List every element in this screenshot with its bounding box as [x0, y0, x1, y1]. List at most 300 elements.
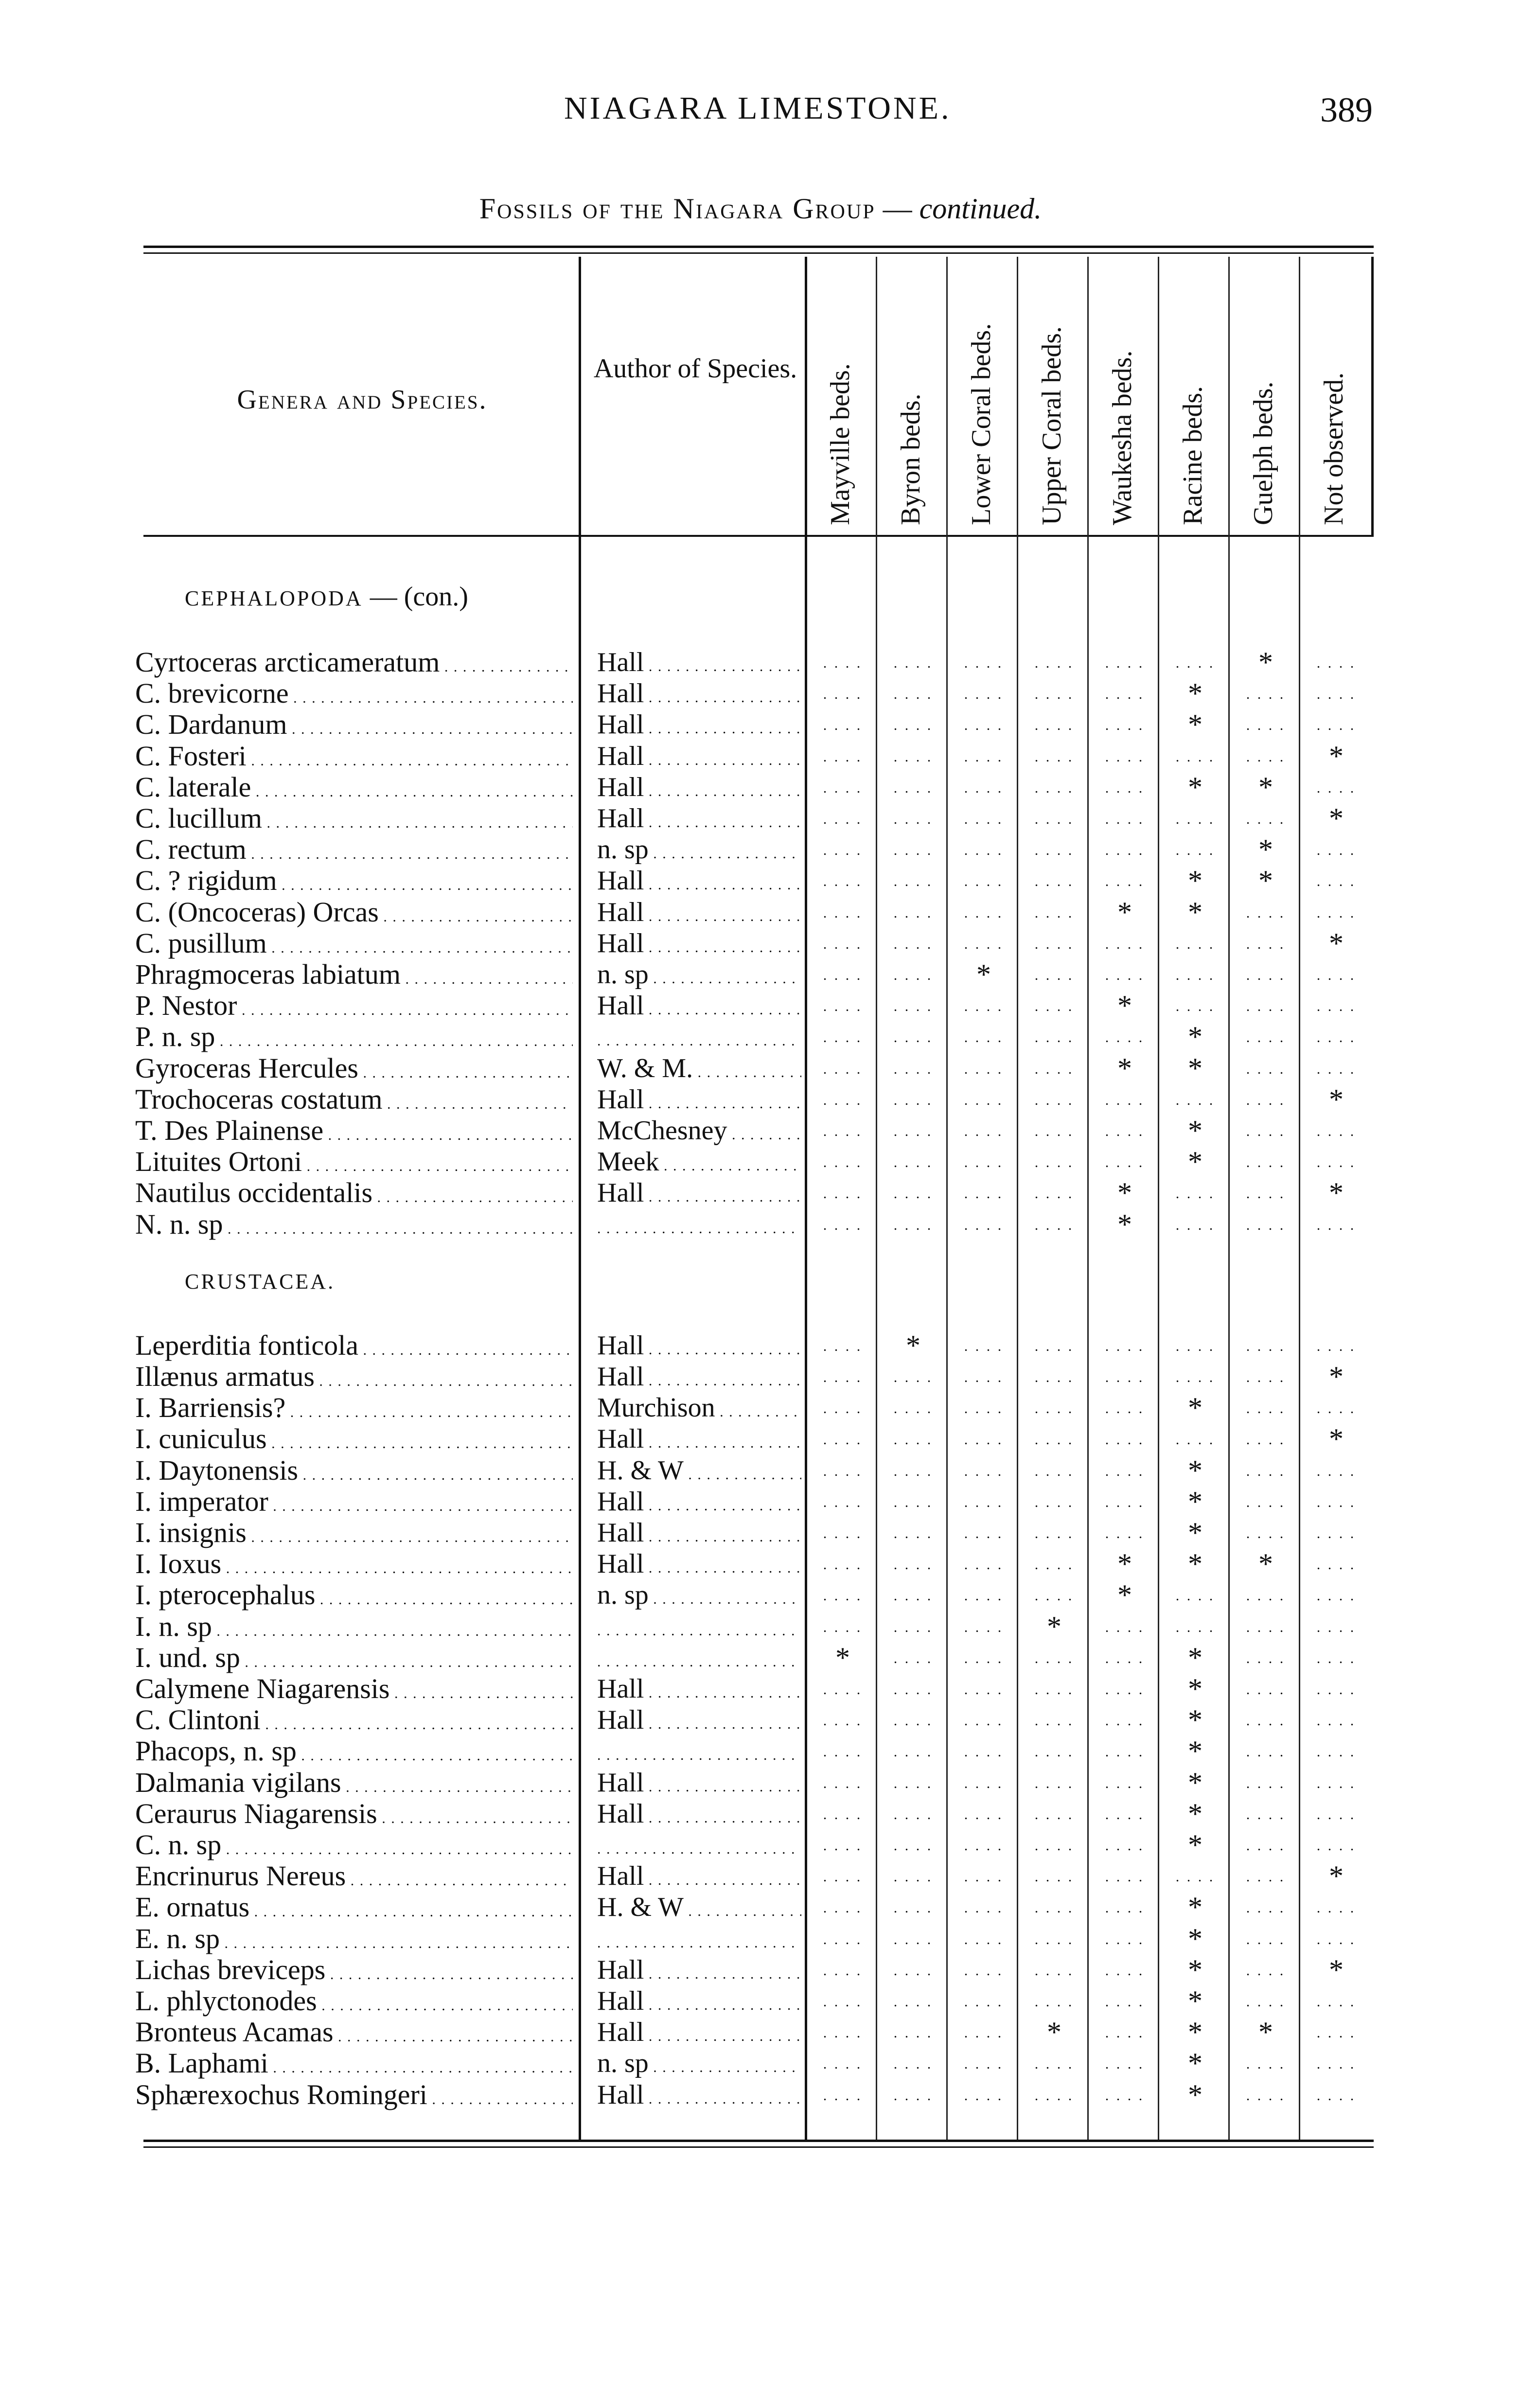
no-occurrence [1091, 1611, 1159, 1642]
no-occurrence [809, 1361, 877, 1392]
species-author: Hall . . . [597, 2079, 801, 2115]
no-occurrence [879, 1548, 947, 1579]
species-name: C. ? rigidum . . . [135, 865, 573, 901]
no-occurrence [1232, 1611, 1300, 1642]
no-occurrence [879, 1392, 947, 1423]
table-row [0, 1361, 1521, 1392]
no-occurrence [950, 1423, 1018, 1454]
no-occurrence [1091, 1892, 1159, 1923]
no-occurrence [1232, 897, 1300, 928]
no-occurrence [1232, 741, 1300, 772]
no-occurrence [1020, 1084, 1088, 1115]
bed-column-header [1089, 263, 1162, 525]
table-row [0, 1798, 1521, 1829]
no-occurrence [950, 1177, 1018, 1208]
species-name: I. imperator . . . [135, 1486, 573, 1522]
no-occurrence [1091, 741, 1159, 772]
no-occurrence [1232, 2048, 1300, 2079]
no-occurrence [1091, 1361, 1159, 1392]
no-occurrence [1232, 1517, 1300, 1548]
caption-dash: — [875, 193, 920, 225]
no-occurrence [879, 1146, 947, 1177]
no-occurrence [879, 1361, 947, 1392]
no-occurrence [1020, 803, 1088, 834]
species-author [597, 1923, 801, 1959]
no-occurrence [1232, 1053, 1300, 1084]
occurrence-mark: * [1117, 1548, 1132, 1579]
no-occurrence [879, 1798, 947, 1829]
no-occurrence [1020, 1548, 1088, 1579]
occurrence-mark: * [1188, 1673, 1203, 1704]
no-occurrence [1020, 1954, 1088, 1985]
species-name: C. (Oncoceras) Orcas . . . [135, 897, 573, 933]
no-occurrence [879, 1209, 947, 1240]
occurrence-mark: * [1329, 1361, 1344, 1392]
species-name: C. Clintoni . . . [135, 1704, 573, 1740]
no-occurrence [879, 897, 947, 928]
no-occurrence [1232, 1735, 1300, 1767]
no-occurrence [1091, 1084, 1159, 1115]
no-occurrence [1302, 1767, 1370, 1798]
table-row [0, 1517, 1521, 1548]
occurrence-mark: * [976, 959, 991, 990]
no-occurrence [1091, 1330, 1159, 1361]
no-occurrence [950, 803, 1018, 834]
table-row [0, 1330, 1521, 1361]
species-author [597, 1642, 801, 1678]
no-occurrence [1302, 1209, 1370, 1240]
no-occurrence [1302, 2048, 1370, 2079]
no-occurrence [809, 1053, 877, 1084]
no-occurrence [1091, 709, 1159, 740]
table-row [0, 1455, 1521, 1486]
no-occurrence [1091, 1735, 1159, 1767]
species-name: E. ornatus . . . [135, 1892, 573, 1928]
no-occurrence [950, 741, 1018, 772]
no-occurrence [1020, 1673, 1088, 1704]
no-occurrence [1091, 2017, 1159, 2048]
table-row [0, 1735, 1521, 1767]
no-occurrence [879, 1579, 947, 1611]
no-occurrence [879, 1115, 947, 1146]
species-name: E. n. sp . . . [135, 1923, 573, 1959]
no-occurrence [879, 990, 947, 1021]
no-occurrence [950, 990, 1018, 1021]
no-occurrence [1091, 1146, 1159, 1177]
no-occurrence [1091, 1423, 1159, 1454]
no-occurrence [809, 1954, 877, 1985]
no-occurrence [1302, 772, 1370, 803]
species-author: Hall . . . [597, 678, 801, 713]
no-occurrence [1161, 1579, 1229, 1611]
no-occurrence [1161, 1423, 1229, 1454]
no-occurrence [1161, 1084, 1229, 1115]
no-occurrence [950, 1954, 1018, 1985]
species-author: McChesney . . . [597, 1115, 801, 1151]
table-row [0, 2079, 1521, 2110]
species-author [597, 1735, 801, 1771]
occurrence-mark: * [1188, 1115, 1203, 1146]
no-occurrence [809, 1146, 877, 1177]
species-author: Hall . . . [597, 2017, 801, 2052]
no-occurrence [1302, 647, 1370, 678]
table-rule [143, 252, 1374, 254]
species-author: Hall . . . [597, 741, 801, 776]
no-occurrence [879, 1954, 947, 1985]
bed-column-label: Racine beds. [1178, 386, 1208, 525]
no-occurrence [879, 1673, 947, 1704]
no-occurrence [1302, 1985, 1370, 2017]
no-occurrence [809, 1209, 877, 1240]
no-occurrence [1091, 1767, 1159, 1798]
no-occurrence [1302, 865, 1370, 896]
species-name: Phacops, n. sp . . . [135, 1735, 573, 1771]
species-author: Hall . . . [597, 1423, 801, 1459]
no-occurrence [950, 1146, 1018, 1177]
species-name: I. Ioxus . . . [135, 1548, 573, 1584]
no-occurrence [1091, 1115, 1159, 1146]
no-occurrence [879, 2048, 947, 2079]
no-occurrence [950, 1486, 1018, 1517]
no-occurrence [809, 1704, 877, 1735]
no-occurrence [1302, 1486, 1370, 1517]
no-occurrence [1020, 1798, 1088, 1829]
no-occurrence [809, 2017, 877, 2048]
occurrence-mark: * [1329, 928, 1344, 959]
no-occurrence [1020, 1115, 1088, 1146]
no-occurrence [879, 1829, 947, 1860]
bed-column-label: Mayville beds. [825, 363, 855, 525]
no-occurrence [1020, 2048, 1088, 2079]
species-author: Hall . . . [597, 1177, 801, 1213]
no-occurrence [809, 2048, 877, 2079]
no-occurrence [1091, 928, 1159, 959]
species-author: Meek . . . [597, 1146, 801, 1182]
occurrence-mark: * [1329, 1084, 1344, 1115]
species-name: C. Fosteri . . . [135, 741, 573, 777]
no-occurrence [1020, 959, 1088, 990]
no-occurrence [1302, 2017, 1370, 2048]
occurrence-mark: * [1329, 1954, 1344, 1985]
no-occurrence [950, 1642, 1018, 1673]
species-name: Trochoceras costatum . . . [135, 1084, 573, 1120]
species-name: C. laterale . . . [135, 772, 573, 808]
no-occurrence [809, 772, 877, 803]
species-author: Hall . . . [597, 897, 801, 932]
bed-column-header [878, 263, 951, 525]
no-occurrence [879, 2017, 947, 2048]
occurrence-mark: * [1258, 834, 1273, 865]
no-occurrence [950, 1455, 1018, 1486]
no-occurrence [1161, 803, 1229, 834]
no-occurrence [1091, 1829, 1159, 1860]
bed-column-label: Guelph beds. [1248, 381, 1278, 525]
species-name: C. Dardanum . . . [135, 709, 573, 745]
no-occurrence [1302, 1517, 1370, 1548]
no-occurrence [1232, 1860, 1300, 1892]
no-occurrence [1232, 1021, 1300, 1052]
no-occurrence [1020, 1923, 1088, 1954]
no-occurrence [1091, 2048, 1159, 2079]
no-occurrence [950, 2048, 1018, 2079]
no-occurrence [1020, 1423, 1088, 1454]
occurrence-mark: * [1117, 1579, 1132, 1611]
no-occurrence [879, 647, 947, 678]
no-occurrence [809, 1330, 877, 1361]
no-occurrence [950, 1115, 1018, 1146]
no-occurrence [950, 1392, 1018, 1423]
species-author: n. sp . . . [597, 959, 801, 994]
table-row [0, 1642, 1521, 1673]
no-occurrence [950, 1209, 1018, 1240]
table-row [0, 1579, 1521, 1611]
no-occurrence [809, 959, 877, 990]
occurrence-mark: * [1188, 1455, 1203, 1486]
no-occurrence [1232, 709, 1300, 740]
table-row [0, 1084, 1521, 1115]
species-author [597, 1611, 801, 1647]
no-occurrence [950, 1735, 1018, 1767]
no-occurrence [1020, 1892, 1088, 1923]
no-occurrence [1302, 990, 1370, 1021]
occurrence-mark: * [1188, 2017, 1203, 2048]
no-occurrence [950, 1579, 1018, 1611]
no-occurrence [1091, 1954, 1159, 1985]
occurrence-mark: * [1329, 1860, 1344, 1892]
no-occurrence [1020, 834, 1088, 865]
no-occurrence [879, 741, 947, 772]
no-occurrence [1020, 1146, 1088, 1177]
no-occurrence [809, 1548, 877, 1579]
occurrence-mark: * [1329, 1177, 1344, 1208]
no-occurrence [950, 1704, 1018, 1735]
occurrence-mark: * [1188, 709, 1203, 740]
no-occurrence [1020, 1704, 1088, 1735]
no-occurrence [950, 647, 1018, 678]
table-row [0, 1486, 1521, 1517]
no-occurrence [1302, 959, 1370, 990]
bed-column-header [1230, 263, 1303, 525]
no-occurrence [1091, 772, 1159, 803]
occurrence-mark: * [1117, 990, 1132, 1021]
table-row [0, 1392, 1521, 1423]
species-name: N. n. sp . . . [135, 1209, 573, 1245]
no-occurrence [1020, 1361, 1088, 1392]
no-occurrence [809, 1455, 877, 1486]
no-occurrence [1232, 1985, 1300, 2017]
table-row [0, 1954, 1521, 1985]
no-occurrence [1232, 1177, 1300, 1208]
no-occurrence [1091, 1392, 1159, 1423]
occurrence-mark: * [1258, 772, 1273, 803]
no-occurrence [1091, 1860, 1159, 1892]
table-row [0, 803, 1521, 834]
no-occurrence [950, 678, 1018, 709]
species-author: Hall . . . [597, 865, 801, 901]
no-occurrence [809, 1392, 877, 1423]
section-title [185, 581, 468, 612]
no-occurrence [1020, 1053, 1088, 1084]
no-occurrence [950, 865, 1018, 896]
table-row [0, 2017, 1521, 2048]
no-occurrence [1302, 1392, 1370, 1423]
table-row [0, 772, 1521, 803]
no-occurrence [1020, 1455, 1088, 1486]
no-occurrence [950, 1611, 1018, 1642]
no-occurrence [950, 1084, 1018, 1115]
occurrence-mark: * [1188, 1642, 1203, 1673]
no-occurrence [1302, 1923, 1370, 1954]
species-name: I. n. sp . . . [135, 1611, 573, 1647]
species-author: Hall . . . [597, 1486, 801, 1522]
no-occurrence [809, 865, 877, 896]
no-occurrence [1302, 1798, 1370, 1829]
no-occurrence [879, 1923, 947, 1954]
no-occurrence [879, 834, 947, 865]
no-occurrence [809, 1423, 877, 1454]
no-occurrence [950, 1548, 1018, 1579]
no-occurrence [809, 1021, 877, 1052]
species-author: H. & W . . . [597, 1892, 801, 1927]
species-author: n. sp . . . [597, 834, 801, 869]
table-row [0, 990, 1521, 1021]
no-occurrence [1161, 1177, 1229, 1208]
no-occurrence [1232, 1767, 1300, 1798]
species-name: Encrinurus Nereus . . . [135, 1860, 573, 1896]
no-occurrence [1232, 1330, 1300, 1361]
occurrence-mark: * [1329, 1423, 1344, 1454]
section-name: CRUSTACEA. [185, 1269, 336, 1293]
no-occurrence [879, 959, 947, 990]
occurrence-mark: * [1117, 897, 1132, 928]
no-occurrence [1091, 1985, 1159, 2017]
no-occurrence [879, 1704, 947, 1735]
no-occurrence [1161, 834, 1229, 865]
no-occurrence [1302, 1146, 1370, 1177]
occurrence-mark: * [1258, 2017, 1273, 2048]
table-rule [143, 2146, 1374, 2148]
no-occurrence [1232, 1704, 1300, 1735]
no-occurrence [879, 803, 947, 834]
no-occurrence [1020, 2079, 1088, 2110]
no-occurrence [809, 803, 877, 834]
no-occurrence [1020, 1735, 1088, 1767]
no-occurrence [950, 1330, 1018, 1361]
species-author [597, 1209, 801, 1244]
no-occurrence [1232, 1892, 1300, 1923]
running-head [0, 90, 1521, 134]
no-occurrence [1161, 647, 1229, 678]
species-name: P. Nestor . . . [135, 990, 573, 1026]
no-occurrence [809, 741, 877, 772]
no-occurrence [879, 772, 947, 803]
section-name: CEPHALOPODA [185, 586, 363, 610]
occurrence-mark: * [1188, 1392, 1203, 1423]
species-author: Hall . . . [597, 772, 801, 807]
no-occurrence [1232, 1084, 1300, 1115]
no-occurrence [879, 1985, 947, 2017]
no-occurrence [1302, 1829, 1370, 1860]
table-row [0, 1985, 1521, 2017]
table-row [0, 1548, 1521, 1579]
species-name: Gyroceras Hercules . . . [135, 1053, 573, 1089]
species-author: Hall . . . [597, 803, 801, 838]
no-occurrence [950, 1767, 1018, 1798]
no-occurrence [950, 1673, 1018, 1704]
table-row [0, 1146, 1521, 1177]
no-occurrence [809, 678, 877, 709]
bed-column-label: Lower Coral beds. [966, 323, 996, 525]
table-row [0, 1892, 1521, 1923]
no-occurrence [1232, 1361, 1300, 1392]
table-row [0, 1611, 1521, 1642]
species-author: Hall . . . [597, 928, 801, 963]
no-occurrence [1232, 1954, 1300, 1985]
no-occurrence [879, 1177, 947, 1208]
no-occurrence [1020, 1486, 1088, 1517]
bed-column-header [1301, 263, 1374, 525]
occurrence-mark: * [1188, 772, 1203, 803]
table-row [0, 1704, 1521, 1735]
no-occurrence [950, 2017, 1018, 2048]
no-occurrence [879, 1021, 947, 1052]
species-author [597, 1021, 801, 1057]
table-row [0, 741, 1521, 772]
no-occurrence [1020, 897, 1088, 928]
species-name: I. Barriensis? . . . [135, 1392, 573, 1428]
species-name: Lichas breviceps . . . [135, 1954, 573, 1990]
bed-column-label: Byron beds. [896, 393, 926, 525]
occurrence-mark: * [1188, 1954, 1203, 1985]
no-occurrence [1232, 1115, 1300, 1146]
no-occurrence [809, 1579, 877, 1611]
table-row [0, 1177, 1521, 1208]
no-occurrence [950, 834, 1018, 865]
no-occurrence [1302, 1704, 1370, 1735]
no-occurrence [1020, 1985, 1088, 2017]
no-occurrence [1302, 1673, 1370, 1704]
no-occurrence [879, 1517, 947, 1548]
table-row [0, 928, 1521, 959]
no-occurrence [1232, 1579, 1300, 1611]
occurrence-mark: * [1047, 2017, 1061, 2048]
genera-header: Genera and Species. [237, 385, 488, 415]
no-occurrence [1302, 1579, 1370, 1611]
no-occurrence [1232, 1209, 1300, 1240]
occurrence-mark: * [1188, 1735, 1203, 1767]
no-occurrence [879, 928, 947, 959]
no-occurrence [809, 1923, 877, 1954]
no-occurrence [809, 1115, 877, 1146]
no-occurrence [879, 1423, 947, 1454]
no-occurrence [809, 928, 877, 959]
occurrence-mark: * [1188, 1146, 1203, 1177]
no-occurrence [1091, 1704, 1159, 1735]
occurrence-mark: * [835, 1642, 850, 1673]
bed-column-label: Waukesha beds. [1107, 350, 1137, 525]
species-name: Illænus armatus . . . [135, 1361, 573, 1397]
no-occurrence [950, 1021, 1018, 1052]
no-occurrence [809, 1673, 877, 1704]
no-occurrence [1020, 1209, 1088, 1240]
table-row [0, 834, 1521, 865]
no-occurrence [809, 2079, 877, 2110]
species-author: Hall . . . [597, 1084, 801, 1119]
table-row [0, 1860, 1521, 1892]
no-occurrence [809, 709, 877, 740]
species-author: Hall . . . [597, 1361, 801, 1397]
caption-suffix: continued. [919, 193, 1042, 225]
